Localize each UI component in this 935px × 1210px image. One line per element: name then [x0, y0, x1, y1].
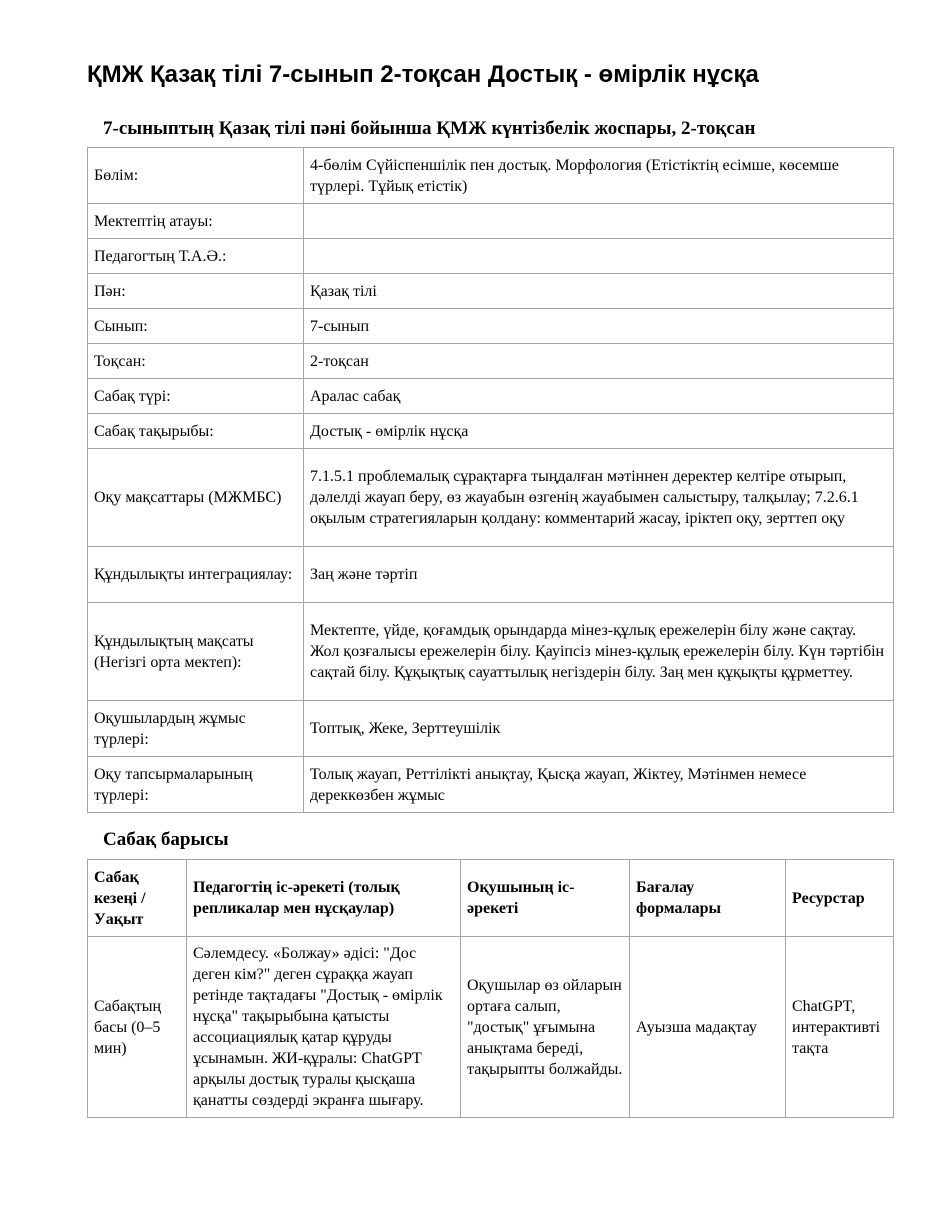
info-value: Мектепте, үйде, қоғамдық орындарда мінез-құлық ережелерін білу және сақтау. Жол қозғалысы ережелерін білу. Қауіпсіз мінез-құлық ережелерін білу. Күн тәртібін сақтай білу. Құқықтық сауаттылық негіздерін білу. Заң мен құқықты құрметтеу.	[304, 603, 894, 701]
info-label: Оқушылардың жұмыс түрлері:	[88, 701, 304, 757]
teacher-activity-cell: Сәлемдесу. «Болжау» әдісі: "Дос деген кім?" деген сұраққа жауап ретінде тақтадағы "Достық - өмірлік нұсқа" тақырыбына қатысты ассоциациялық қатар құруды ұсынамын. ЖИ-құралы: ChatGPT арқылы достық туралы қысқаша қанатты сөздерді экранға шығару.	[187, 937, 461, 1118]
lesson-progress-heading: Сабақ барысы	[103, 829, 229, 850]
document-title: ҚМЖ Қазақ тілі 7-сынып 2-тоқсан Достық - өмірлік нұсқа	[87, 61, 759, 88]
info-row-lesson-topic	[88, 414, 894, 449]
info-value: Толық жауап, Реттілікті анықтау, Қысқа жауап, Жіктеу, Мәтінмен немесе дереккөзбен жұмыс	[304, 757, 894, 813]
column-header-student-activity: Оқушының іс-әрекеті	[461, 860, 630, 937]
lesson-progress-table	[87, 859, 894, 1118]
column-header-teacher-activity: Педагогтің іс-әрекеті (толық репликалар мен нұсқаулар)	[187, 860, 461, 937]
column-header-assessment: Бағалау формалары	[630, 860, 786, 937]
lesson-info-table	[87, 147, 894, 813]
info-value: 7-сынып	[304, 309, 894, 344]
info-row-objectives	[88, 449, 894, 547]
info-value: Заң және тәртіп	[304, 547, 894, 603]
info-label: Құндылықты интеграциялау:	[88, 547, 304, 603]
stage-cell: Сабақтың басы (0–5 мин)	[88, 937, 187, 1118]
info-row-subject	[88, 274, 894, 309]
info-value: Достық - өмірлік нұсқа	[304, 414, 894, 449]
column-header-resources: Ресурстар	[786, 860, 894, 937]
info-value	[304, 239, 894, 274]
info-label: Педагогтың Т.А.Ә.:	[88, 239, 304, 274]
info-label: Сабақ тақырыбы:	[88, 414, 304, 449]
plan-heading: 7-сыныптың Қазақ тілі пәні бойынша ҚМЖ күнтізбелік жоспары, 2-тоқсан	[103, 118, 756, 139]
info-label: Пән:	[88, 274, 304, 309]
info-label: Бөлім:	[88, 148, 304, 204]
info-label: Құндылықтың мақсаты (Негізгі орта мектеп):	[88, 603, 304, 701]
info-row-work-types	[88, 701, 894, 757]
info-value: 7.1.5.1 проблемалық сұрақтарға тыңдалған мәтіннен деректер келтіре отырып, дәлелді жауап беру, өз жауабын өзгенің жауабымен салыстыру, талқылау; 7.2.6.1 оқылым стратегияларын қолдану: комментарий жасау, іріктеп оқу, зерттеп оқу	[304, 449, 894, 547]
info-value: 2-тоқсан	[304, 344, 894, 379]
info-row-section	[88, 148, 894, 204]
info-value: Аралас сабақ	[304, 379, 894, 414]
info-row-value-integration	[88, 547, 894, 603]
assessment-cell: Ауызша мадақтау	[630, 937, 786, 1118]
info-label: Оқу мақсаттары (МЖМБС)	[88, 449, 304, 547]
lesson-row	[88, 937, 894, 1118]
info-label: Сабақ түрі:	[88, 379, 304, 414]
student-activity-cell: Оқушылар өз ойларын ортаға салып, "достық" ұғымына анықтама береді, тақырыпты болжайды.	[461, 937, 630, 1118]
info-row-lesson-type	[88, 379, 894, 414]
info-label: Мектептің атауы:	[88, 204, 304, 239]
column-header-stage: Сабақ кезеңі / Уақыт	[88, 860, 187, 937]
info-value: Қазақ тілі	[304, 274, 894, 309]
resources-cell: ChatGPT, интерактивті тақта	[786, 937, 894, 1118]
info-row-school	[88, 204, 894, 239]
info-row-value-goal	[88, 603, 894, 701]
lesson-header-row	[88, 860, 894, 937]
info-row-quarter	[88, 344, 894, 379]
info-row-task-types	[88, 757, 894, 813]
info-row-teacher	[88, 239, 894, 274]
info-label: Тоқсан:	[88, 344, 304, 379]
info-value: 4-бөлім Сүйіспеншілік пен достық. Морфология (Етістіктің есімше, көсемше түрлері. Тұйық етістік)	[304, 148, 894, 204]
info-row-grade	[88, 309, 894, 344]
info-label: Сынып:	[88, 309, 304, 344]
info-label: Оқу тапсырмаларының түрлері:	[88, 757, 304, 813]
info-value: Топтық, Жеке, Зерттеушілік	[304, 701, 894, 757]
info-value	[304, 204, 894, 239]
